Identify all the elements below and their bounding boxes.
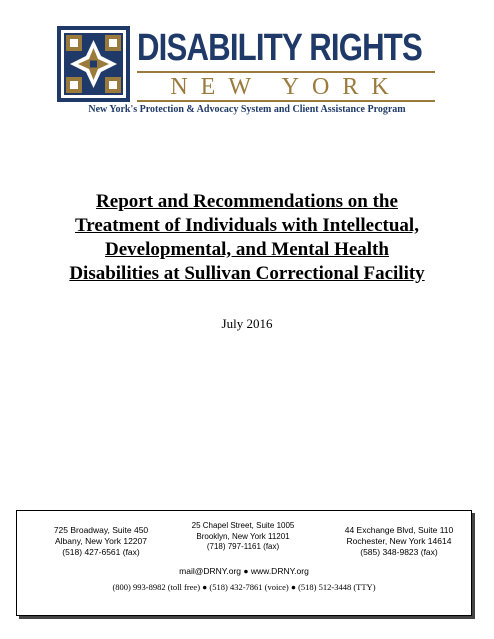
logo-rule-bottom xyxy=(137,100,435,102)
office-rochester xyxy=(331,525,467,558)
office-brooklyn xyxy=(179,521,307,553)
office-fax: (518) 427-6561 (fax) xyxy=(62,547,140,557)
title-line: Disabilities at Sullivan Correctional Facility xyxy=(69,263,425,284)
email-website-line: mail@DRNY.org ● www.DRNY.org xyxy=(179,566,309,576)
quilt-logo-icon xyxy=(57,26,130,102)
logo-text-disability-rights: DISABILITY RIGHTS xyxy=(137,27,422,69)
office-street: 44 Exchange Blvd, Suite 110 xyxy=(344,525,454,535)
office-city: Rochester, New York 14614 xyxy=(346,536,452,546)
office-street: 725 Broadway, Suite 450 xyxy=(53,525,149,535)
office-fax: (718) 797-1161 (fax) xyxy=(206,542,280,551)
logo-text-new-york: NEW YORK xyxy=(170,74,402,100)
office-street: 25 Chapel Street, Suite 1005 xyxy=(191,521,295,530)
tagline: New York's Protection & Advocacy System and Client Assistance Program xyxy=(88,104,406,115)
report-title xyxy=(50,190,444,286)
office-city: Albany, New York 12207 xyxy=(55,536,147,546)
drny-logo xyxy=(57,26,437,102)
office-fax: (585) 348-9823 (fax) xyxy=(360,547,438,557)
title-line: Report and Recommendations on the xyxy=(96,191,398,212)
phone-numbers-line: (800) 993-8982 (toll free) ● (518) 432-7861 (voice) ● (518) 512-3448 (TTY) xyxy=(112,582,376,592)
logo-rule-top xyxy=(137,71,435,73)
contact-footer xyxy=(16,510,472,616)
office-albany xyxy=(31,525,171,558)
title-line: Developmental, and Mental Health xyxy=(105,239,389,260)
report-date: July 2016 xyxy=(221,316,273,331)
title-line: Treatment of Individuals with Intellectual, xyxy=(75,215,419,236)
office-city: Brooklyn, New York 11201 xyxy=(196,531,290,541)
